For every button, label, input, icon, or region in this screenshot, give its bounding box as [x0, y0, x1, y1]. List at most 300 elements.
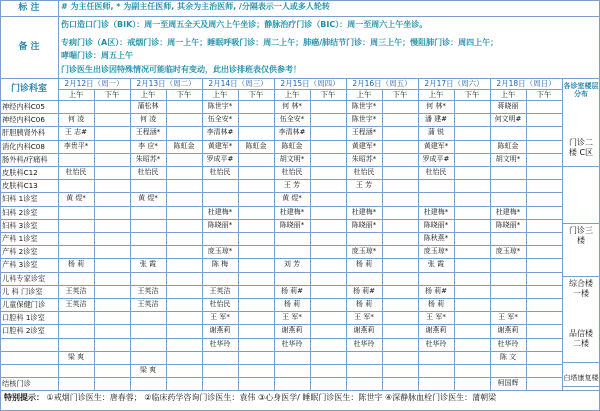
schedule-cell: [94, 179, 130, 192]
schedule-cell: [454, 272, 490, 285]
schedule-cell: [346, 272, 382, 285]
schedule-cell: [58, 219, 94, 232]
footer-item-3: ③心身医学/ 睡眠门诊医生：陈世宇: [257, 393, 383, 402]
schedule-cell: 刘 芳: [283, 260, 301, 269]
schedule-cell: [58, 206, 94, 219]
schedule-cell: [166, 113, 202, 126]
pm-header: 下午: [248, 90, 264, 99]
schedule-cell: 王英洁: [65, 300, 87, 308]
dept-label: [0, 338, 58, 351]
schedule-cell: [166, 100, 202, 113]
schedule-cell: 陈世宇*: [351, 115, 377, 124]
grid-line: [0, 390, 600, 391]
schedule-cell: 陈 梅: [211, 260, 229, 269]
schedule-cell: [454, 140, 490, 153]
schedule-cell: [238, 351, 274, 364]
grid-line: [58, 0, 59, 390]
schedule-cell: 蒋晓丽: [497, 102, 519, 110]
grid-line: [274, 78, 275, 390]
schedule-cell: [382, 258, 418, 271]
schedule-cell: [418, 192, 454, 205]
schedule-cell: [166, 258, 202, 271]
schedule-cell: [58, 272, 94, 285]
schedule-cell: 张 霞: [427, 260, 445, 269]
schedule-cell: 杜建梅*: [495, 207, 521, 216]
schedule-cell: 王英洁: [137, 300, 159, 308]
grid-line: [562, 78, 563, 390]
schedule-cell: [238, 285, 274, 298]
footer-note: [4, 391, 600, 407]
grid-line: [0, 179, 562, 180]
schedule-cell: [454, 179, 490, 192]
schedule-cell: [418, 364, 454, 377]
schedule-cell: [166, 153, 202, 166]
floor-header: 各诊室楼层分布: [563, 82, 599, 98]
schedule-cell: [58, 324, 94, 337]
schedule-cell: [526, 338, 562, 351]
schedule-cell: 何 林*: [426, 102, 446, 110]
schedule-cell: 朱昭苏*: [135, 154, 161, 163]
schedule-cell: [382, 140, 418, 153]
schedule-cell: 杜华玲: [425, 339, 447, 348]
schedule-cell: 王 军*: [354, 313, 374, 322]
schedule-cell: [166, 166, 202, 179]
schedule-cell: [130, 179, 166, 192]
grid-line: [346, 78, 347, 390]
schedule-cell: 谢燕莉: [281, 326, 303, 335]
grid-line: [94, 89, 95, 390]
schedule-cell: [58, 311, 94, 324]
schedule-cell: [526, 192, 562, 205]
schedule-cell: [382, 272, 418, 285]
schedule-cell: 蒲松林: [137, 102, 159, 110]
schedule-cell: [454, 311, 490, 324]
schedule-cell: [94, 364, 130, 377]
schedule-cell: 何 林*: [282, 102, 302, 110]
schedule-cell: [94, 338, 130, 351]
schedule-cell: [58, 338, 94, 351]
schedule-cell: [490, 364, 526, 377]
day-header: 2月12日（周一）: [64, 78, 124, 88]
schedule-cell: [526, 219, 562, 232]
schedule-cell: 杜建梅*: [279, 207, 305, 216]
grid-line: [382, 89, 383, 390]
schedule-cell: [94, 206, 130, 219]
schedule-cell: [310, 324, 346, 337]
grid-line: [562, 276, 600, 277]
schedule-cell: 何 凌: [139, 115, 157, 124]
schedule-cell: 陈世宇*: [351, 102, 377, 110]
schedule-cell: [382, 245, 418, 258]
schedule-cell: 杨 莉#: [280, 286, 304, 295]
schedule-cell: [310, 192, 346, 205]
schedule-cell: [526, 351, 562, 364]
grid-line: [0, 0, 1, 410]
schedule-cell: [418, 351, 454, 364]
schedule-cell: 杜怡民: [425, 168, 447, 176]
schedule-cell: 陈晓丽*: [495, 220, 521, 229]
schedule-cell: [94, 298, 130, 311]
schedule-cell: [526, 100, 562, 113]
grid-line: [0, 166, 562, 167]
schedule-cell: [526, 258, 562, 271]
grid-line: [0, 364, 562, 365]
schedule-cell: 黄 煜*: [282, 194, 302, 203]
schedule-cell: 王程涵*: [351, 128, 377, 137]
schedule-cell: 杜建梅*: [351, 207, 377, 216]
schedule-cell: [202, 232, 238, 245]
schedule-cell: [238, 179, 274, 192]
schedule-cell: [238, 324, 274, 337]
schedule-cell: [166, 311, 202, 324]
schedule-cell: [166, 324, 202, 337]
schedule-cell: [130, 245, 166, 258]
grid-line: [0, 126, 562, 127]
dept-label: 肠外科/疗痛科: [2, 154, 48, 164]
schedule-cell: [454, 324, 490, 337]
schedule-cell: [454, 219, 490, 232]
floor-label-5: 白塔康复楼: [563, 374, 599, 382]
schedule-cell: [274, 351, 310, 364]
schedule-cell: [310, 338, 346, 351]
grid-line: [0, 351, 562, 352]
schedule-cell: [94, 272, 130, 285]
schedule-cell: [454, 126, 490, 139]
schedule-cell: 李清林#: [206, 128, 234, 137]
schedule-cell: [94, 113, 130, 126]
dept-label: 妇科 3诊室: [2, 220, 38, 230]
schedule-cell: [526, 245, 562, 258]
schedule-cell: 胡文明*: [495, 154, 521, 163]
schedule-cell: [310, 298, 346, 311]
schedule-cell: [382, 364, 418, 377]
schedule-cell: [382, 206, 418, 219]
schedule-cell: [382, 298, 418, 311]
grid-line: [0, 140, 562, 141]
beizhu-label: 备 注: [18, 42, 40, 52]
schedule-cell: [310, 258, 346, 271]
schedule-cell: [418, 272, 454, 285]
schedule-cell: 伍全安*: [279, 115, 305, 124]
schedule-cell: [94, 140, 130, 153]
schedule-cell: 谢燕莉: [209, 326, 231, 335]
schedule-cell: [526, 206, 562, 219]
schedule-cell: [310, 351, 346, 364]
schedule-cell: [166, 232, 202, 245]
schedule-cell: [130, 338, 166, 351]
pm-header: 下午: [464, 90, 480, 99]
schedule-cell: [382, 285, 418, 298]
grid-line: [0, 232, 562, 233]
floor-label-2: 门诊三楼: [569, 226, 593, 245]
schedule-cell: [94, 100, 130, 113]
schedule-cell: 王 军*: [426, 313, 446, 322]
pm-header: 下午: [176, 90, 192, 99]
schedule-cell: [58, 179, 94, 192]
am-header: 上午: [140, 90, 156, 99]
schedule-cell: [454, 100, 490, 113]
schedule-cell: 谢燕莉: [425, 326, 447, 335]
schedule-cell: [382, 338, 418, 351]
dept-label: 产科 1诊室: [2, 234, 38, 243]
schedule-cell: [238, 192, 274, 205]
schedule-cell: [526, 377, 562, 390]
schedule-cell: [454, 166, 490, 179]
schedule-cell: 杜华玲: [281, 339, 303, 348]
dept-label: 儿童保健门诊: [2, 300, 46, 309]
floor-label-1: 门诊二楼 C区: [568, 138, 594, 157]
schedule-cell: [454, 232, 490, 245]
schedule-cell: [274, 245, 310, 258]
schedule-cell: 潘 建#: [424, 115, 448, 124]
schedule-cell: [490, 166, 526, 179]
schedule-cell: [130, 206, 166, 219]
schedule-cell: [202, 377, 238, 390]
grid-line: [0, 285, 562, 286]
schedule-cell: [526, 166, 562, 179]
schedule-cell: [526, 285, 562, 298]
grid-line: [202, 78, 203, 390]
schedule-cell: [382, 179, 418, 192]
schedule-cell: [382, 311, 418, 324]
grid-line: [0, 258, 562, 259]
schedule-cell: 王程涵*: [135, 128, 161, 137]
schedule-cell: [166, 245, 202, 258]
dept-label: 皮肤科C12: [2, 168, 38, 177]
schedule-cell: [130, 311, 166, 324]
dept-label: 口腔科 1诊室: [2, 313, 45, 323]
grid-line: [562, 362, 600, 363]
schedule-cell: [310, 166, 346, 179]
schedule-cell: [238, 245, 274, 258]
schedule-cell: 杨 莉#: [352, 286, 376, 295]
schedule-cell: 庞玉琼*: [495, 247, 521, 256]
schedule-cell: [58, 245, 94, 258]
schedule-cell: 王 芳: [355, 181, 373, 190]
schedule-cell: [526, 324, 562, 337]
schedule-cell: [454, 285, 490, 298]
dept-label: 口腔科 2诊室: [2, 326, 45, 336]
schedule-cell: [166, 377, 202, 390]
schedule-cell: 黄建军*: [207, 141, 233, 150]
schedule-cell: 张 霞: [139, 260, 157, 269]
schedule-cell: [454, 364, 490, 377]
schedule-cell: [202, 272, 238, 285]
dept-label: [0, 351, 58, 364]
pm-header: 下午: [392, 90, 408, 99]
schedule-cell: 梁 爽: [139, 366, 157, 374]
schedule-cell: [130, 351, 166, 364]
schedule-cell: [346, 192, 382, 205]
am-header: 上午: [428, 90, 444, 99]
schedule-cell: 何 凌: [67, 115, 85, 124]
schedule-cell: [130, 219, 166, 232]
schedule-cell: [274, 364, 310, 377]
grid-line: [526, 89, 527, 390]
schedule-cell: [166, 338, 202, 351]
schedule-cell: [238, 311, 274, 324]
dept-label: 皮肤科C13: [2, 181, 38, 191]
schedule-cell: [166, 285, 202, 298]
dept-label: 结核门诊: [2, 379, 31, 389]
schedule-cell: [238, 219, 274, 232]
schedule-cell: [310, 113, 346, 126]
grid-line: [0, 311, 562, 312]
schedule-cell: [382, 166, 418, 179]
schedule-cell: [346, 364, 382, 377]
schedule-cell: 蒲 锐: [427, 128, 445, 137]
schedule-cell: 王 军*: [210, 313, 230, 322]
grid-line: [166, 89, 167, 390]
schedule-cell: [310, 245, 346, 258]
schedule-cell: [454, 245, 490, 258]
grid-line: [454, 89, 455, 390]
schedule-cell: [310, 364, 346, 377]
dept-label: 消化内科C08: [2, 141, 45, 151]
schedule-cell: [490, 192, 526, 205]
schedule-cell: [526, 153, 562, 166]
am-header: 上午: [212, 90, 228, 99]
grid-line: [0, 338, 562, 339]
grid-line: [0, 100, 562, 101]
biaozhu-text: # 为主任医师, * 为副主任医师, 其余为主治医师, /分隔表示一人或多人轮转: [61, 2, 330, 11]
schedule-cell: 陈世宇*: [207, 102, 233, 110]
pm-header: 下午: [320, 90, 336, 99]
schedule-cell: 陈 文: [499, 352, 517, 361]
schedule-cell: 杨 莉: [283, 300, 301, 308]
grid-line: [0, 192, 562, 193]
schedule-cell: 黄建军*: [351, 141, 377, 150]
schedule-cell: 黄 煜*: [138, 194, 158, 203]
schedule-cell: [346, 377, 382, 390]
schedule-cell: 杜华玲: [209, 339, 231, 348]
am-header: 上午: [500, 90, 516, 99]
schedule-cell: [94, 232, 130, 245]
schedule-cell: 杜怡民: [65, 168, 87, 176]
schedule-cell: [526, 232, 562, 245]
schedule-cell: 陈晓丽*: [279, 220, 305, 229]
schedule-cell: [490, 298, 526, 311]
schedule-cell: 杜怡民: [137, 168, 159, 176]
schedule-cell: 王 军*: [282, 313, 302, 322]
schedule-cell: [166, 364, 202, 377]
schedule-cell: [166, 298, 202, 311]
schedule-cell: [454, 351, 490, 364]
schedule-cell: [382, 126, 418, 139]
day-header: 2月18日（周日）: [496, 78, 556, 88]
schedule-cell: [490, 179, 526, 192]
schedule-cell: 胡文明*: [279, 154, 305, 163]
schedule-cell: [310, 140, 346, 153]
footer-item-4: ④深静脉血栓门诊医生：蒲朝梁: [384, 393, 497, 402]
schedule-cell: [238, 113, 274, 126]
schedule-cell: [454, 153, 490, 166]
grid-line: [130, 78, 131, 390]
schedule-cell: 李 应*: [138, 141, 158, 150]
schedule-cell: 王 志#: [64, 128, 88, 137]
grid-line: [562, 223, 600, 224]
schedule-cell: [382, 153, 418, 166]
biaozhu-label: 标 注: [18, 3, 40, 13]
schedule-cell: [274, 377, 310, 390]
schedule-cell: 杜怡民: [281, 168, 303, 176]
schedule-cell: [490, 285, 526, 298]
grid-line: [562, 386, 600, 387]
schedule-cell: [94, 311, 130, 324]
day-header: 2月16日（周五）: [352, 78, 412, 88]
day-header: 2月15日（周四）: [280, 78, 340, 88]
schedule-cell: [202, 192, 238, 205]
schedule-cell: [202, 364, 238, 377]
grid-line: [310, 89, 311, 390]
schedule-cell: [238, 338, 274, 351]
schedule-cell: 陈晓丽*: [351, 220, 377, 229]
schedule-cell: 李贵平*: [63, 141, 89, 150]
schedule-cell: 杨 莉: [355, 300, 373, 308]
schedule-cell: 杜怡民: [353, 168, 375, 176]
grid-line: [0, 0, 600, 1]
note-line-4: 门诊医生出诊因特殊情况可能临时有变动，此出诊排班表仅供参考！: [61, 65, 301, 74]
schedule-cell: [274, 272, 310, 285]
schedule-cell: [238, 166, 274, 179]
schedule-cell: [94, 324, 130, 337]
schedule-cell: [310, 377, 346, 390]
schedule-cell: 黄建军*: [423, 141, 449, 150]
schedule-cell: 罗成平#: [422, 154, 450, 163]
dept-label: 儿科专家诊室: [2, 273, 46, 283]
schedule-cell: 杜怡民: [209, 300, 231, 308]
schedule-cell: [382, 100, 418, 113]
schedule-cell: [382, 324, 418, 337]
schedule-cell: [490, 126, 526, 139]
schedule-cell: [382, 192, 418, 205]
schedule-cell: [94, 192, 130, 205]
dept-label: 神经内科C05: [2, 102, 45, 111]
schedule-cell: [310, 311, 346, 324]
am-header: 上午: [356, 90, 372, 99]
grid-line: [0, 324, 562, 325]
schedule-cell: 陈晓丽*: [423, 220, 449, 229]
am-header: 上午: [68, 90, 84, 99]
schedule-cell: [238, 258, 274, 271]
schedule-cell: [310, 272, 346, 285]
grid-line: [0, 245, 562, 246]
schedule-cell: 陈秋燕*: [423, 234, 449, 242]
schedule-cell: 陈虹金: [173, 141, 195, 150]
schedule-cell: 王英洁: [209, 286, 231, 295]
schedule-cell: [166, 206, 202, 219]
dept-label: 产科 2诊室: [2, 247, 38, 257]
day-header: 2月14日（周三）: [208, 78, 268, 88]
dept-label: [0, 364, 58, 377]
grid-line: [0, 153, 562, 154]
schedule-cell: [166, 126, 202, 139]
schedule-cell: [58, 364, 94, 377]
schedule-cell: [310, 206, 346, 219]
schedule-cell: [310, 126, 346, 139]
note-line-3: 哮喘门诊：周五上午: [61, 51, 133, 60]
schedule-cell: [130, 272, 166, 285]
schedule-cell: [526, 113, 562, 126]
schedule-cell: 杜华玲: [353, 339, 375, 348]
schedule-cell: 梁 爽: [67, 352, 85, 361]
schedule-cell: [166, 219, 202, 232]
schedule-cell: [238, 126, 274, 139]
schedule-cell: [94, 377, 130, 390]
am-header: 上午: [284, 90, 300, 99]
schedule-cell: 谢燕莉: [497, 326, 519, 335]
schedule-cell: [310, 219, 346, 232]
